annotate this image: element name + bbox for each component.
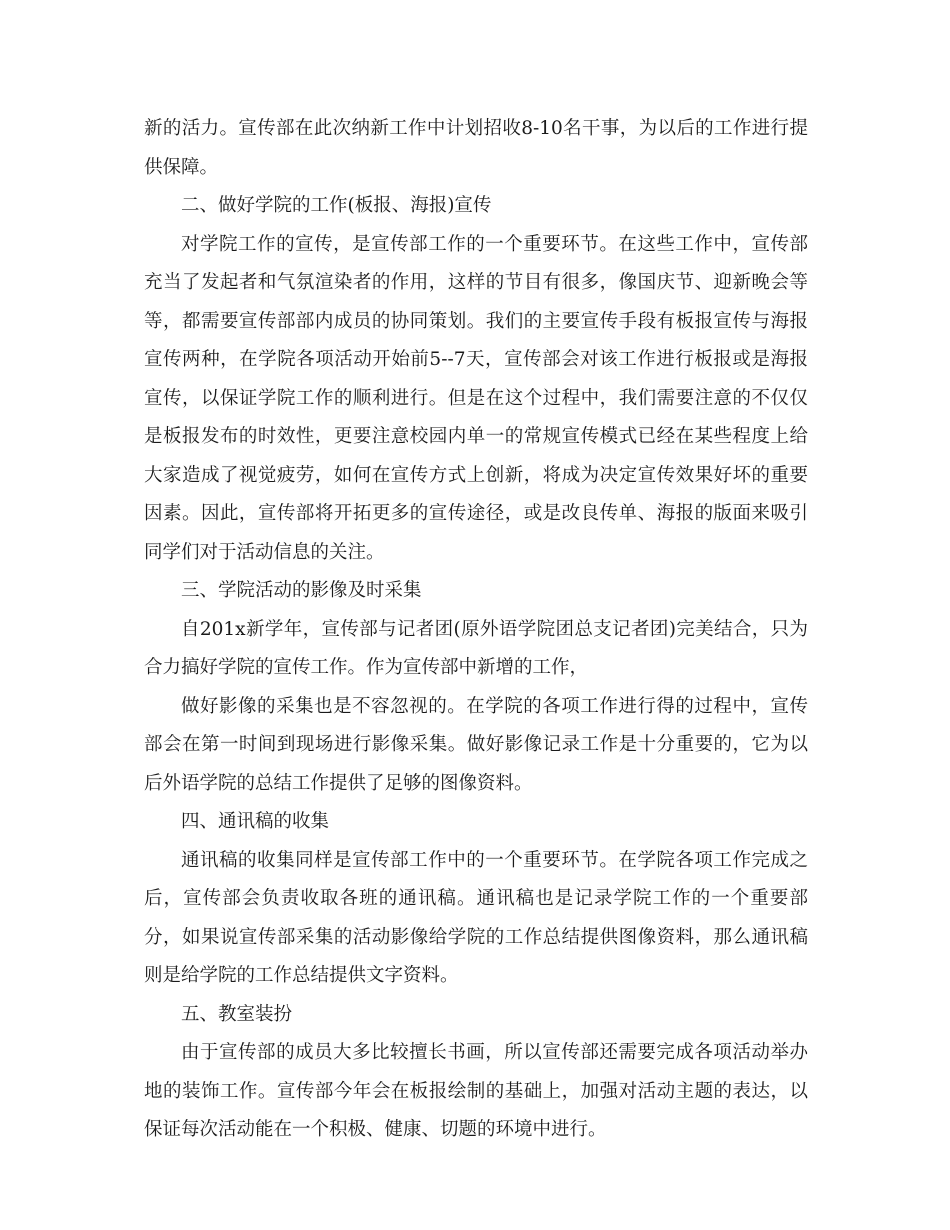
document-body [144, 110, 808, 1150]
paragraph-classroom-decoration: 由于宣传部的成员大多比较擅长书画，所以宣传部还需要完成各项活动举办地的装饰工作。宣传部今年会在板报绘制的基础上，加强对活动主题的表达，以保证每次活动能在一个积极、健康、切题的环境中进行。 [144, 1042, 808, 1140]
paragraph-reporters: 自201x新学年，宣传部与记者团(原外语学院团总支记者团)完美结合，只为合力搞好学院的宣传工作。作为宣传部中新增的工作， [144, 618, 808, 678]
section-heading-2: 二、做好学院的工作(板报、海报)宣传 [181, 195, 492, 216]
section-heading-3: 三、学院活动的影像及时采集 [181, 580, 422, 601]
paragraph-news-drafts: 通讯稿的收集同样是宣传部工作中的一个重要环节。在学院各项工作完成之后，宣传部会负责收取各班的通讯稿。通讯稿也是记录学院工作的一个重要部分，如果说宣传部采集的活动影像给学院的工作总结提供图像资料，那么通讯稿则是给学院的工作总结提供文字资料。 [144, 849, 808, 986]
section-heading-5: 五、教室装扮 [181, 1003, 293, 1025]
paragraph-continuation: 新的活力。宣传部在此次纳新工作中计划招收8-10名干事，为以后的工作进行提供保障。 [144, 118, 808, 178]
paragraph-image-collection: 做好影像的采集也是不容忽视的。在学院的各项工作进行得的过程中，宣传部会在第一时间到现场进行影像采集。做好影像记录工作是十分重要的，它为以后外语学院的总结工作提供了足够的图像资料。 [144, 695, 808, 794]
paragraph-publicity: 对学院工作的宣传，是宣传部工作的一个重要环节。在这些工作中，宣传部充当了发起者和气氛渲染者的作用，这样的节目有很多，像国庆节、迎新晚会等等，都需要宣传部部内成员的协同策划。我们的主要宣传手段有板报宣传与海报宣传两种，在学院各项活动开始前5--7天，宣传部会对该工作进行板报或是海报宣传，以保证学院工作的顺利进行。但是在这个过程中，我们需要注意的不仅仅是板报发布的时效性，更要注意校园内单一的常规宣传模式已经在某些程度上给大家造成了视觉疲劳，如何在宣传方式上创新，将成为决定宣传效果好坏的重要因素。因此，宣传部将开拓更多的宣传途径，或是改良传单、海报的版面来吸引同学们对于活动信息的关注。 [144, 233, 808, 563]
section-heading-4: 四、通讯稿的收集 [181, 811, 330, 832]
